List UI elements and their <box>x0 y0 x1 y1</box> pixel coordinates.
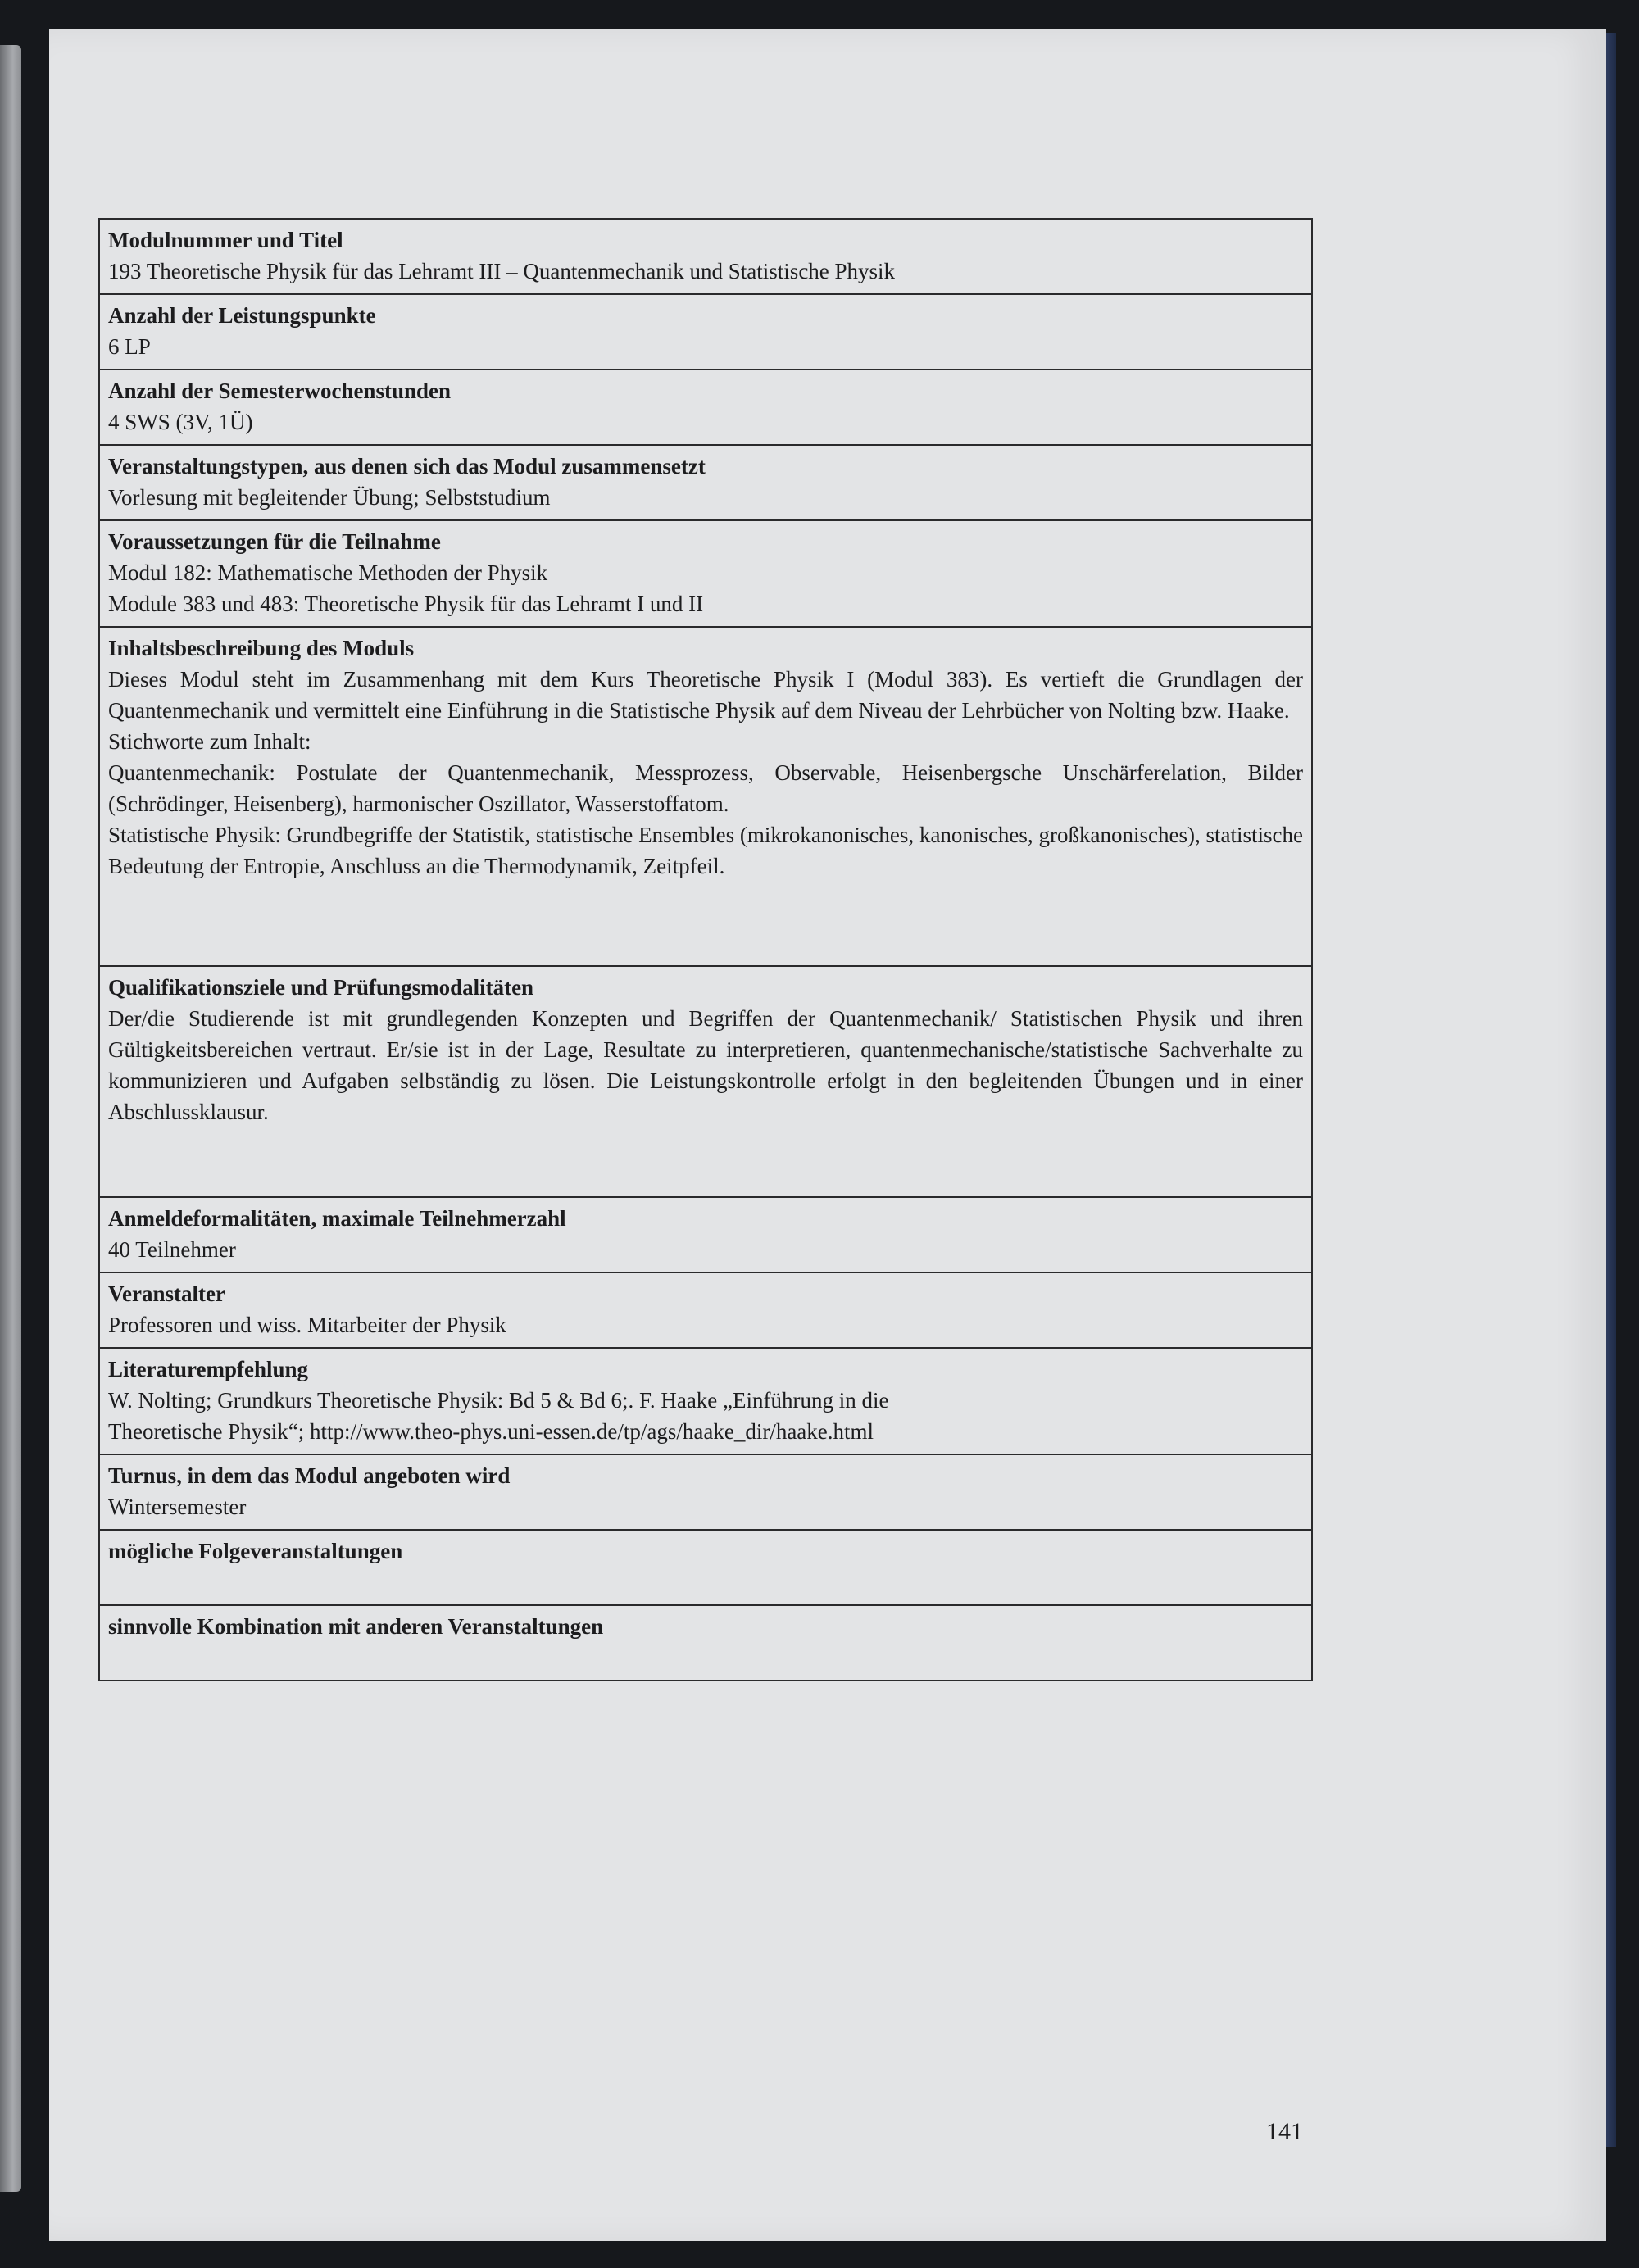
section-text: Professoren und wiss. Mitarbeiter der Physik <box>108 1313 506 1337</box>
section-title: sinnvolle Kombination mit anderen Veranstaltungen <box>108 1614 604 1639</box>
section-title: Voraussetzungen für die Teilnahme <box>108 529 441 554</box>
section-title: Anzahl der Semesterwochenstunden <box>108 379 451 403</box>
section-title: Inhaltsbeschreibung des Moduls <box>108 636 415 660</box>
section-title: Veranstalter <box>108 1281 225 1306</box>
adjacent-page-edge <box>0 45 21 2192</box>
section-title: Literaturempfehlung <box>108 1357 308 1381</box>
module-description-table <box>98 218 1313 1681</box>
section-paragraph: Quantenmechanik: Postulate der Quantenmechanik, Messprozess, Observable, Heisenbergsche Unschärferelation, Bilder (Schrödinger, Heisenberg), harmonischer Oszillator, Wasserstoffatom. <box>108 760 1303 816</box>
section-title: Qualifikationsziele und Prüfungsmodalitäten <box>108 975 534 1000</box>
section-text: 6 LP <box>108 334 151 359</box>
section-title: Turnus, in dem das Modul angeboten wird <box>108 1463 511 1488</box>
section-text: Stichworte zum Inhalt: <box>108 729 311 754</box>
section-title: Modulnummer und Titel <box>108 228 343 252</box>
row-voraussetzungen <box>99 520 1312 627</box>
section-text: Modul 182: Mathematische Methoden der Physik <box>108 560 548 585</box>
section-paragraph: Statistische Physik: Grundbegriffe der Statistik, statistische Ensembles (mikrokanonisches, kanonisches, großkanonisches), statistische Bedeutung der Entropie, Anschluss an die Thermodynamik, Zeitpfeil. <box>108 823 1303 878</box>
row-leistungspunkte <box>99 294 1312 370</box>
row-turnus <box>99 1454 1312 1530</box>
section-text: Module 383 und 483: Theoretische Physik für das Lehramt I und II <box>108 592 704 616</box>
row-veranstaltungstypen <box>99 445 1312 520</box>
row-semesterwochenstunden <box>99 370 1312 445</box>
row-literatur <box>99 1348 1312 1454</box>
row-inhaltsbeschreibung <box>99 627 1312 966</box>
row-anmeldeformalitaeten <box>99 1197 1312 1272</box>
section-text: Vorlesung mit begleitender Übung; Selbststudium <box>108 485 551 510</box>
section-title: Anzahl der Leistungspunkte <box>108 303 376 328</box>
section-text: W. Nolting; Grundkurs Theoretische Physik: Bd 5 & Bd 6;. F. Haake „Einführung in die <box>108 1388 889 1413</box>
section-text: 40 Teilnehmer <box>108 1237 236 1262</box>
section-text: 4 SWS (3V, 1Ü) <box>108 410 253 434</box>
row-modulnummer <box>99 219 1312 294</box>
section-text: Theoretische Physik“; http://www.theo-phys.uni-essen.de/tp/ags/haake_dir/haake.html <box>108 1419 874 1444</box>
section-paragraph: Dieses Modul steht im Zusammenhang mit dem Kurs Theoretische Physik I (Modul 383). Es vertieft die Grundlagen der Quantenmechanik und vermittelt eine Einführung in die Statistische Physik auf dem Niveau der Lehrbücher von Nolting bzw. Haake. <box>108 667 1303 723</box>
row-folgeveranstaltungen <box>99 1530 1312 1605</box>
row-qualifikationsziele <box>99 966 1312 1197</box>
row-kombination <box>99 1605 1312 1681</box>
section-title: Veranstaltungstypen, aus denen sich das Modul zusammensetzt <box>108 454 706 479</box>
section-text: Wintersemester <box>108 1495 247 1519</box>
page-number: 141 <box>1266 2118 1303 2145</box>
section-paragraph: Der/die Studierende ist mit grundlegenden Konzepten und Begriffen der Quantenmechanik/ Statistischen Physik und ihren Gültigkeitsbereichen vertraut. Er/sie ist in der Lage, Resultate zu interpretieren, quantenmechanische/statistische Sachverhalte zu kommunizieren und Aufgaben selbständig zu lösen. Die Leistungskontrolle erfolgt in den begleitenden Übungen und in einer Abschlussklausur. <box>108 1006 1303 1124</box>
section-title: Anmeldeformalitäten, maximale Teilnehmerzahl <box>108 1206 566 1231</box>
row-veranstalter <box>99 1272 1312 1348</box>
section-title: mögliche Folgeveranstaltungen <box>108 1539 403 1563</box>
section-text: 193 Theoretische Physik für das Lehramt III – Quantenmechanik und Statistische Physik <box>108 259 896 284</box>
